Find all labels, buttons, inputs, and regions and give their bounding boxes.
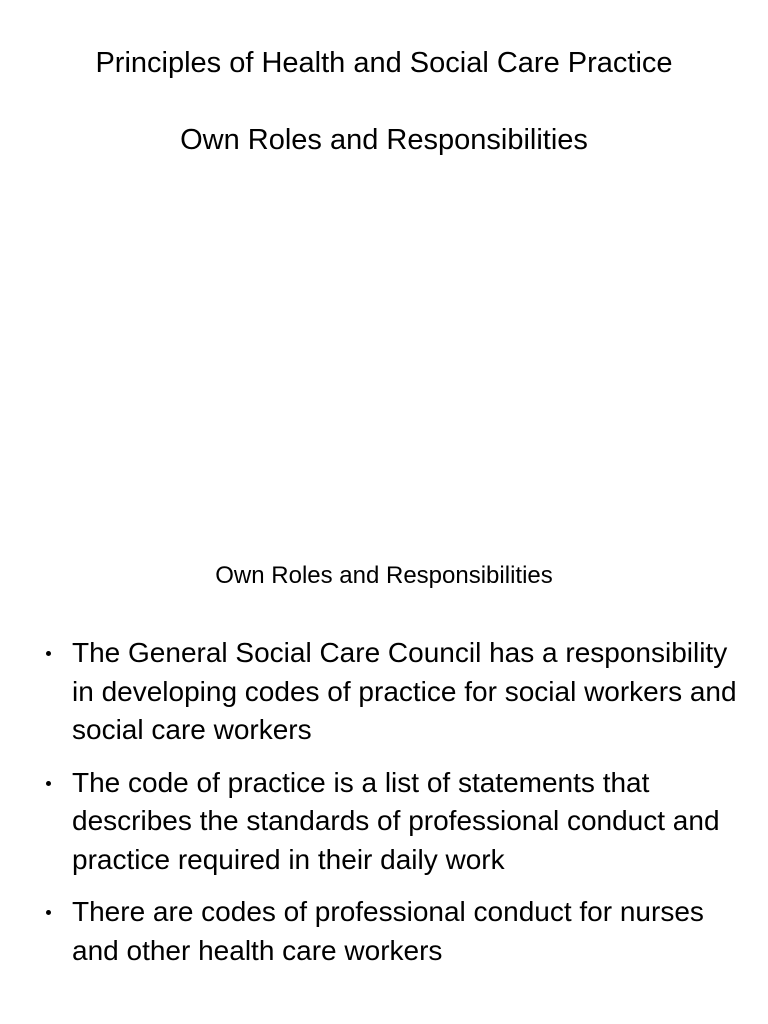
- bullet-dot-icon: [46, 781, 51, 786]
- bullet-list: [0, 634, 768, 984]
- slide-title-heading: Principles of Health and Social Care Practice: [95, 47, 673, 79]
- bullet-text: There are codes of professional conduct for nurses and other health care workers: [72, 896, 704, 966]
- slide-subtitle: Own Roles and Responsibilities: [180, 124, 588, 156]
- bullet-dot-icon: [46, 651, 51, 656]
- bullet-item: [0, 634, 768, 750]
- bullet-dot-icon: [46, 910, 51, 915]
- bullet-text: The General Social Care Council has a responsibility in developing codes of practice for social workers and social care workers: [72, 637, 737, 745]
- slide-content: [0, 512, 768, 1024]
- bullet-text: The code of practice is a list of statements that describes the standards of professional conduct and practice required in their daily work: [72, 766, 720, 875]
- bullet-item: [0, 893, 768, 970]
- bullet-item: [0, 764, 768, 880]
- slide-heading: Own Roles and Responsibilities: [215, 562, 553, 589]
